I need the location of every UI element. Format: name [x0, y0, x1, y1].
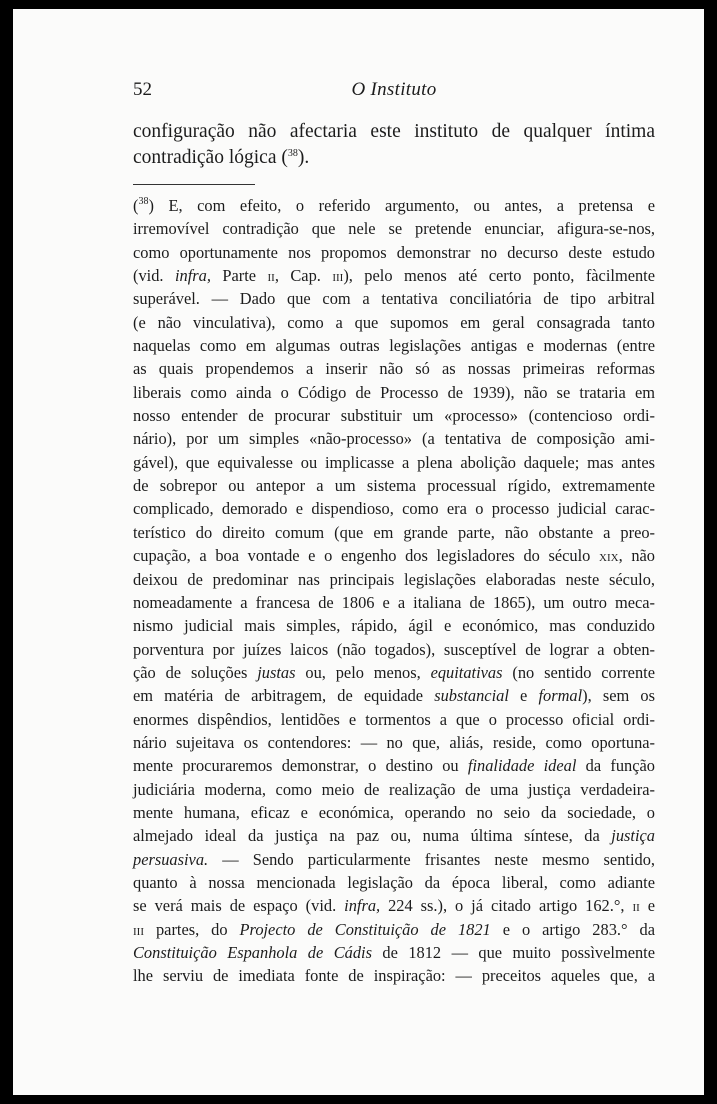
footnote-line: como oportunamente nos propomos demonstrar no decurso deste estudo — [133, 242, 655, 262]
page-number: 52 — [133, 79, 152, 100]
footnote-line: deixou de predominar nas principais legislações elaboradas neste século, — [133, 569, 655, 589]
footnote-line: nismo judicial mais simples, rápido, ágil e económico, mas conduzido — [133, 616, 655, 636]
page-header — [133, 79, 655, 103]
footnote-line: cupação, a boa vontade e o engenho dos legisladores do século xix, não — [133, 546, 655, 566]
footnote-line: persuasiva. — Sendo particularmente frisantes neste mesmo sentido, — [133, 849, 655, 869]
footnote-line: mente humana, eficaz e económica, operando no seio da sociedade, o — [133, 802, 655, 822]
footnote-line: irremovível contradição que nele se pretende enunciar, afigura-se-nos, — [133, 219, 655, 239]
footnote-line: nário sujeitava os contendores: — no que, aliás, reside, como oportuna- — [133, 732, 655, 752]
footnote-line: as quais propendemos a inserir não só as nossas primeiras reformas — [133, 359, 655, 379]
footnote-line: judiciária moderna, como meio de realização de uma justiça verdadeira- — [133, 779, 655, 799]
footnote-reference: 38 — [287, 148, 298, 159]
footnote-line: superável. — Dado que com a tentativa conciliatória de tipo arbitral — [133, 289, 655, 309]
footnote-line: iii partes, do Projecto de Constituição de 1821 e o artigo 283.° da — [133, 919, 655, 939]
footnote-line: se verá mais de espaço (vid. infra, 224 ss.), o já citado artigo 162.°, ii e — [133, 896, 655, 916]
footnote-line: quanto à nossa mencionada legislação da época liberal, como adiante — [133, 872, 655, 892]
body-text — [133, 119, 655, 171]
footnote-line: liberais como ainda o Código de Processo de 1939), não se trataria em — [133, 382, 655, 402]
footnote-line: em matéria de arbitragem, de equidade substancial e formal), sem os — [133, 686, 655, 706]
footnote-line: nomeadamente a francesa de 1806 e a italiana de 1865), um outro meca- — [133, 592, 655, 612]
book-page — [13, 9, 704, 1095]
footnote-line: ($^{38}$) E, com efeito, o referido argumento, ou antes, a pretensa e — [133, 196, 655, 215]
footnote-line: gável), que equivalesse ou implicasse a plena abolição daquele; mas antes — [133, 452, 655, 472]
footnote-marker: 38 — [138, 196, 149, 207]
footnote-line: (vid. infra, Parte ii, Cap. iii), pelo menos até certo ponto, fàcilmente — [133, 266, 655, 286]
footnote-line: de sobrepor ou antepor a um sistema processual rígido, extremamente — [133, 476, 655, 496]
footnote-line: nário), por um simples «não-processo» (a tentativa de composição ami- — [133, 429, 655, 449]
footnote-line: nosso entender de procurar substituir um «processo» (contencioso ordi- — [133, 406, 655, 426]
body-line: configuração não afectaria este instituto de qualquer íntima — [133, 121, 655, 142]
footnote-line: Constituição Espanhola de Cádis de 1812 — que muito possìvelmente — [133, 943, 655, 962]
body-line: contradição lógica ($^{38}$). — [133, 147, 310, 168]
footnote-38 — [133, 194, 655, 988]
footnote-line: complicado, demorado e dispendioso, como era o processo judicial carac- — [133, 499, 655, 519]
footnote-line: almejado ideal da justiça na paz ou, numa última síntese, da justiça — [133, 826, 655, 846]
footnote-line: naquelas como em algumas outras legislações antigas e modernas (entre — [133, 336, 655, 356]
footnote-line: terístico do direito comum (que em grande parte, não obstante a preo- — [133, 522, 655, 542]
footnote-line: porventura por juízes laicos (não togados), susceptível de lograr a obten- — [133, 639, 655, 659]
footnote-line: ção de soluções justas ou, pelo menos, equitativas (no sentido corrente — [133, 662, 655, 682]
running-title: O Instituto — [351, 79, 437, 100]
footnote-line: lhe serviu de imediata fonte de inspiração: — preceitos aqueles que, a — [133, 966, 655, 986]
footnote-line: (e não vinculativa), como a que supomos em geral consagrada tanto — [133, 312, 655, 332]
footnote-line: mente procuraremos demonstrar, o destino ou finalidade ideal da função — [133, 756, 656, 776]
footnote-line: enormes dispêndios, lentidões e tormentos a que o processo oficial ordi- — [133, 709, 655, 729]
footnote-separator — [133, 184, 255, 185]
